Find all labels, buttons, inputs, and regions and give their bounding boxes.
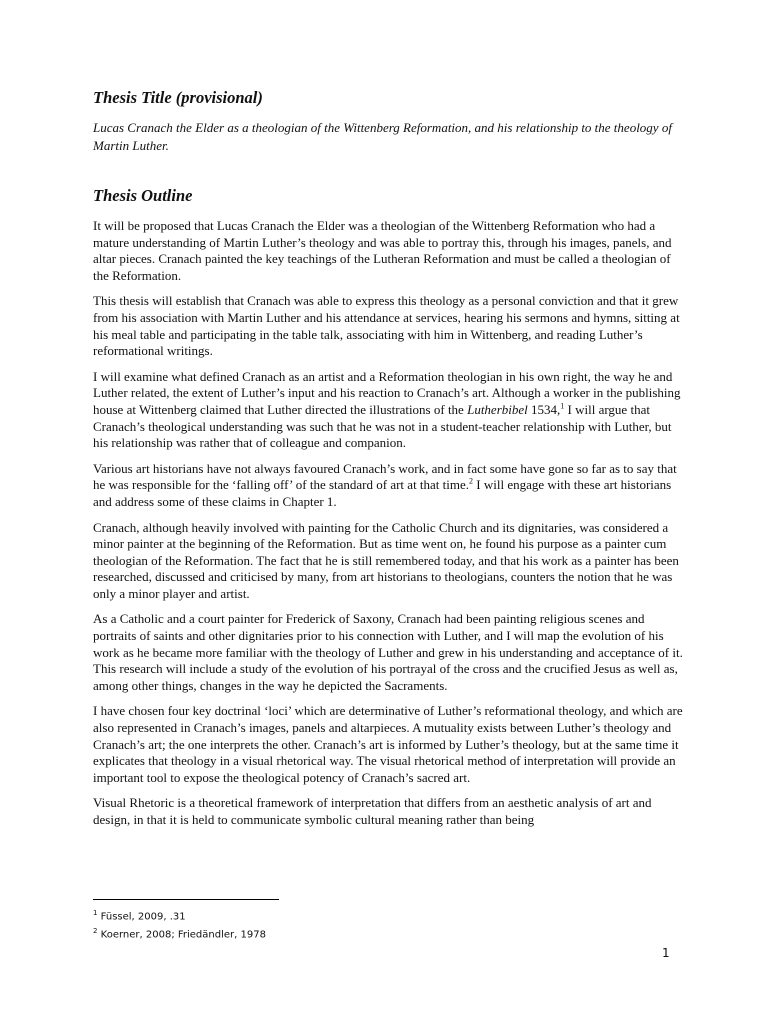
thesis-title-heading: Thesis Title (provisional): [93, 88, 263, 107]
footnote-1-number: 1: [93, 909, 98, 917]
paragraph-8: Visual Rhetoric is a theoretical framework of interpretation that differs from an aesthetic analysis of art and design, in that it is held to communicate symbolic cultural meaning rather than being: [93, 795, 652, 827]
footnote-2: [93, 924, 493, 942]
paragraph-2: This thesis will establish that Cranach was able to express this theology as a personal conviction and that it grew from his association with Martin Luther and his attendance at services, hearing his sermons and hymns, sitting at his meal table and participating in the table talk, associating with him in Wittenberg, and reading Luther’s reformational writings.: [93, 293, 680, 359]
lutherbibel-italic: Lutherbibel: [467, 401, 528, 417]
footnote-2-number: 2: [93, 927, 98, 936]
footnote-ref-1[interactable]: 1: [560, 401, 565, 411]
thesis-outline-heading: Thesis Outline: [93, 186, 193, 205]
footnote-ref-2[interactable]: 2: [469, 476, 474, 486]
thesis-title-text: Lucas Cranach the Elder as a theologian of the Wittenberg Reformation, and his relationship to the theology of Martin Luther.: [93, 120, 672, 153]
paragraph-5: Cranach, although heavily involved with painting for the Catholic Church and its dignitaries, was considered a minor painter at the beginning of the Reformation. But as time went on, he found his purpose as a painter cum theologian of the Reformation. The fact that he is still remembered today, and that his work as a painter has been researched, discussed and criticised by many, from art historians to theologians, counters the notion that he was only a minor player and artist.: [93, 519, 679, 601]
footnote-1: [93, 906, 493, 924]
paragraph-4-text-a: Various art historians have not always favoured Cranach’s work, and in fact some have gone so far as to say that he was responsible for the ‘falling off’ of the standard of art at that time.: [93, 460, 677, 493]
paragraph-3: [93, 369, 683, 452]
paragraph-4: [93, 461, 683, 511]
footnote-2-text: Koerner, 2008; Friedändler, 1978: [97, 929, 266, 941]
paragraph-3-text-c: I will argue that Cranach’s theological understanding was such that he was not in a student-teacher relationship with Luther, but his relationship was rather that of colleague and companion.: [93, 401, 672, 451]
paragraph-1: It will be proposed that Lucas Cranach the Elder was a theologian of the Wittenberg Reformation who had a mature understanding of Martin Luther’s theology and was able to portray this, through his images, panels, and altar pieces. Cranach painted the key teachings of the Lutheran Reformation and must be called a theologian of the Reformation.: [93, 218, 672, 283]
paragraph-3-text-b: 1534,: [527, 401, 561, 417]
footnote-1-text: Füssel, 2009, .31: [97, 911, 186, 923]
paragraph-7: I have chosen four key doctrinal ‘loci’ which are determinative of Luther’s reformational theology, and which are also represented in Cranach’s images, panels and altarpieces. A mutuality exists between Luther’s theology and Cranach’s art; the one interprets the other. Cranach’s art is informed by Luther’s theology, but at the same time it explicates that theology in a visual rhetorical way. The visual rhetorical method of interpretation will provide an important tool to expose the theological potency of Cranach’s sacred art.: [93, 703, 683, 785]
paragraph-6: As a Catholic and a court painter for Frederick of Saxony, Cranach had been painting religious scenes and portraits of saints and other dignitaries prior to his connection with Luther, and I will map the evolution of his work as he became more familiar with the theology of Luther and grew in his understanding and acceptance of it. This research will include a study of the evolution of his portrayal of the cross and the crucified Jesus as well as, among other things, changes in the way he depicted the Sacraments.: [93, 611, 683, 693]
outline-body: [93, 218, 683, 838]
paragraph-3-text-a: I will examine what defined Cranach as an artist and a Reformation theologian in his own right, the way he and Luther related, the extent of Luther’s input and his reaction to Cranach’s art. Although a worker in the publishing house at Wittenberg claimed that Luther directed the illustrations of the: [93, 368, 681, 417]
page-number: 1: [662, 946, 670, 960]
paragraph-4-text-b: I will engage with these art historians and address some of these claims in Chapter 1.: [93, 477, 672, 509]
footnote-divider: [93, 899, 279, 900]
footnotes: [93, 906, 493, 943]
